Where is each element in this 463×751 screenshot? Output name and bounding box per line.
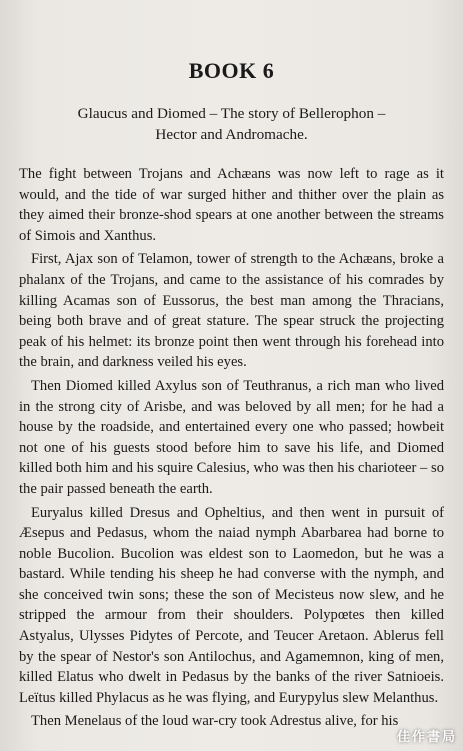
chapter-subtitle	[40, 103, 423, 145]
paragraph-5: Then Menelaus of the loud war-cry took Adrestus alive, for his	[31, 713, 399, 730]
publisher-watermark: 佳作書局	[396, 730, 457, 745]
body-text	[19, 164, 444, 735]
paragraph-3: Then Diomed killed Axylus son of Teuthranus, a rich man who lived in the strong city of Arisbe, and was beloved by all men; for he had a house by the roadside, and entertained every one who passed; howbeit not one of his guests stood before him to save his life, and Diomed killed both him and his squire Calesius, who was then his charioteer – so the pair passed beneath the earth.	[19, 377, 444, 497]
paragraph-1: The fight between Trojans and Achæans was now left to rage as it would, and the tide of war surged hither and thither over the plain as they aimed their bronze-shod spears at one another between the streams of Simois and Xanthus.	[19, 166, 444, 244]
paragraph-2: First, Ajax son of Telamon, tower of strength to the Achæans, broke a phalanx of the Trojans, and came to the assistance of his comrades by killing Acamas son of Eussorus, the best man among the Thracians, being both brave and of great stature. The spear struck the projecting peak of his helmet: its bronze point then went through his forehead into the brain, and darkness veiled his eyes.	[19, 251, 444, 371]
subtitle-line-2: Hector and Andromache.	[155, 126, 308, 143]
paragraph-4: Euryalus killed Dresus and Opheltius, and then went in pursuit of Æsepus and Pedasus, whom the naiad nymph Abarbarea had borne to noble Bucolion. Bucolion was eldest son to Laomedon, but he was a bastard. While tending his sheep he had converse with the nymph, and she conceived twin sons; these the son of Mecisteus now slew, and he stripped the armour from their shoulders. Polypœtes then killed Astyalus, Ulysses Pidytes of Percote, and Teucer Aretaon. Ablerus fell by the spear of Nestor's son Antilochus, and Agamemnon, king of men, killed Elatus who dwelt in Pedasus by the banks of the river Satnioeis. Leïtus killed Phylacus as he was flying, and Eurypylus slew Melanthus.	[19, 504, 444, 706]
book-title: BOOK 6	[188, 58, 275, 83]
subtitle-line-1: Glaucus and Diomed – The story of Bellerophon –	[77, 105, 386, 122]
